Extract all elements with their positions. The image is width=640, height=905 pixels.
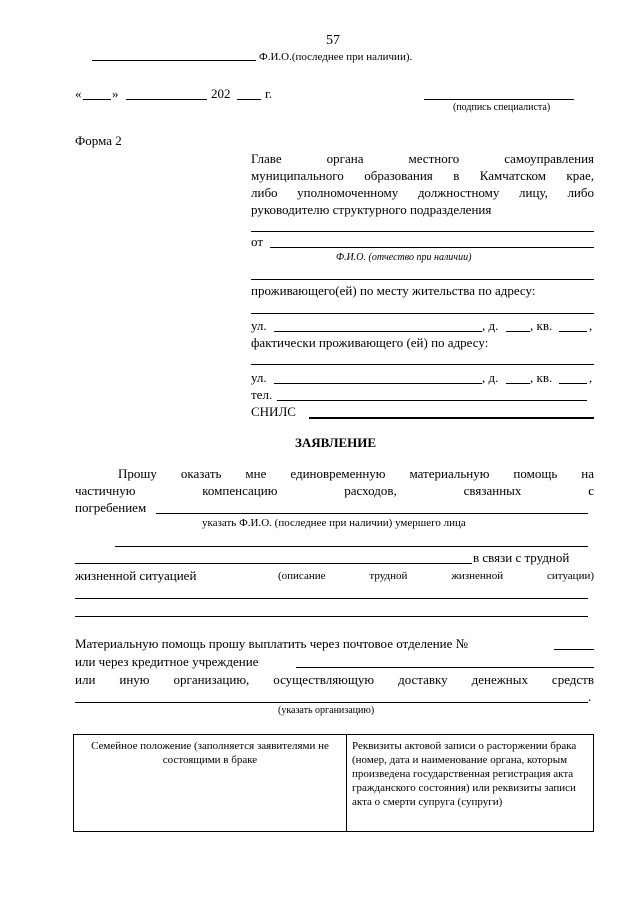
addressee-line-3: либо уполномоченному должностному лицу, либо: [251, 185, 594, 200]
from-label: от: [251, 234, 264, 249]
date-day-blank[interactable]: [83, 99, 111, 100]
street-label-2: ул.: [251, 370, 267, 385]
situation-hint: (описание трудной жизненной ситуации): [278, 570, 594, 582]
comma-1: ,: [589, 318, 593, 333]
street-blank-2[interactable]: [274, 383, 482, 384]
bank-line[interactable]: [296, 667, 594, 668]
addressee-line-4: руководителю структурного подразделения: [251, 202, 492, 217]
situation-blank-line[interactable]: [75, 563, 472, 564]
addressee-line-1: Главе органа местного самоуправления: [251, 151, 594, 166]
date-month-blank[interactable]: [126, 99, 207, 100]
address-line-1[interactable]: [251, 313, 594, 314]
deceased-name-line[interactable]: [156, 513, 588, 514]
street-blank-1[interactable]: [274, 331, 482, 332]
fio-underline[interactable]: [92, 60, 256, 61]
addressee-blank-1[interactable]: [251, 231, 594, 232]
signature-line[interactable]: [424, 99, 574, 100]
organization-line[interactable]: [75, 702, 588, 703]
actual-address-label: фактически проживающего (ей) по адресу:: [251, 335, 489, 350]
fio-hint: Ф.И.О. (отчество при наличии): [336, 252, 472, 263]
date-open-quote: «: [75, 86, 82, 101]
table-cell-act-record[interactable]: Реквизиты актовой записи о расторжении брака (номер, дата и наименование органа, которым произведена государственная регистрация акта гражданского состояния) или реквизиты записи акта о смерти супруга (супруги): [347, 735, 594, 832]
deceased-line-2[interactable]: [115, 546, 588, 547]
comma-2: ,: [589, 370, 593, 385]
residing-label: проживающего(ей) по месту жительства по адресу:: [251, 283, 536, 298]
payment-line-2: или через кредитное учреждение: [75, 654, 259, 669]
apt-label-1: , кв.: [530, 318, 553, 333]
phone-line[interactable]: [277, 400, 587, 401]
signature-caption: (подпись специалиста): [453, 102, 551, 113]
fio-caption: Ф.И.О.(последнее при наличии).: [259, 51, 413, 63]
apt-blank-1[interactable]: [559, 331, 587, 332]
document-title: ЗАЯВЛЕНИЕ: [295, 435, 377, 450]
situation-line-1[interactable]: [75, 598, 588, 599]
street-label-1: ул.: [251, 318, 267, 333]
addressee-line-2: муниципального образования в Камчатском крае,: [251, 168, 594, 183]
snils-label: СНИЛС: [251, 404, 296, 419]
payment-line-1: Материальную помощь прошу выплатить через почтовое отделение №: [75, 636, 469, 651]
form-label: Форма 2: [75, 133, 122, 148]
apt-blank-2[interactable]: [559, 383, 587, 384]
date-close-quote: »: [112, 86, 119, 101]
situation-tail: в связи с трудной: [473, 550, 570, 565]
address-line-2[interactable]: [251, 364, 594, 365]
date-year-prefix: 202: [211, 86, 231, 101]
body-line-1: Прошу оказать мне единовременную материальную помощь на: [118, 466, 594, 481]
phone-label: тел.: [251, 387, 273, 402]
apt-label-2: , кв.: [530, 370, 553, 385]
snils-line[interactable]: [309, 417, 594, 419]
table-cell-family-status[interactable]: Семейное положение (заполняется заявителями не состоящими в браке: [74, 735, 347, 832]
house-label-2: , д.: [482, 370, 499, 385]
date-year-blank[interactable]: [237, 99, 261, 100]
house-label-1: , д.: [482, 318, 499, 333]
house-blank-1[interactable]: [506, 331, 530, 332]
from-name-line[interactable]: [270, 247, 594, 248]
situation-line-2[interactable]: [75, 616, 588, 617]
situation-line: жизненной ситуацией: [75, 568, 197, 583]
date-year-suffix: г.: [265, 86, 273, 101]
body-line-2: частичную компенсацию расходов, связанных с: [75, 483, 594, 498]
house-blank-2[interactable]: [506, 383, 530, 384]
post-office-number-line[interactable]: [554, 649, 594, 650]
deceased-hint: указать Ф.И.О. (последнее при наличии) умершего лица: [202, 517, 466, 529]
family-status-table: [73, 734, 594, 832]
page-number: 57: [326, 33, 340, 48]
name-line-2[interactable]: [251, 279, 594, 280]
organization-hint: (указать организацию): [278, 705, 375, 716]
body-line-3: погребением: [75, 500, 147, 515]
payment-line-3: или иную организацию, осуществляющую доставку денежных средств: [75, 672, 594, 687]
period: .: [588, 689, 592, 704]
